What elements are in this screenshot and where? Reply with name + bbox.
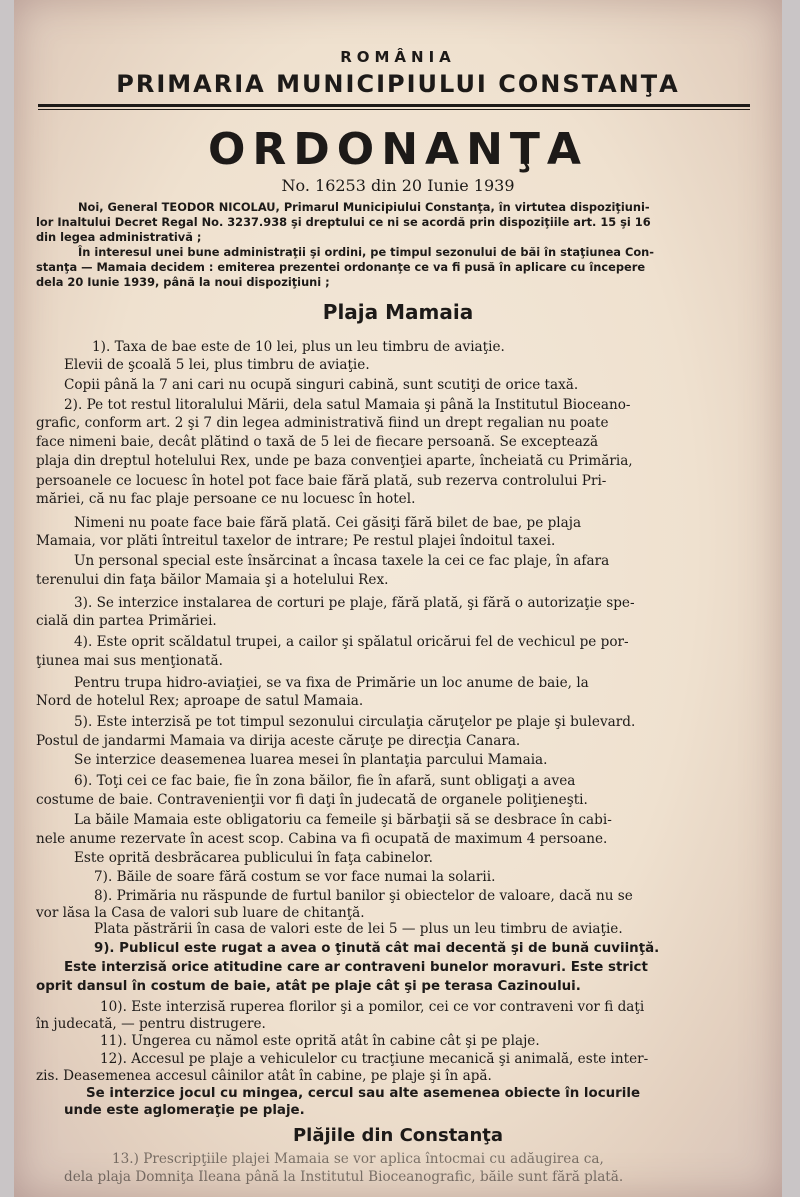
ordinance-line: măriei, că nu fac plaje persoane ce nu locuesc în hotel. bbox=[36, 491, 416, 507]
ordinance-bold-line: oprit dansul în costum de baie, atât pe plaje cât şi pe terasa Cazinoului. bbox=[36, 979, 581, 994]
ordinance-line: Se interzice deasemenea luarea mesei în plantaţia parcului Mamaia. bbox=[74, 752, 548, 768]
ordinance-line: 4). Este oprit scăldatul trupei, a cailor şi spălatul oricărui fel de vechicul pe por- bbox=[74, 634, 629, 650]
issuing-authority: PRIMARIA MUNICIPIULUI CONSTANŢA bbox=[116, 70, 680, 98]
ordinance-line: ţiunea mai sus menţionată. bbox=[36, 653, 223, 669]
ordinance-line: 12). Accesul pe plaje a vehiculelor cu tracţiune mecanică şi animală, este inter- bbox=[100, 1051, 649, 1067]
ordinance-bold-line: 9). Publicul este rugat a avea o ţinută cât mai decentă şi de bună cuviinţă. bbox=[94, 941, 660, 956]
ordinance-line: 1). Taxa de bae este de 10 lei, plus un leu timbru de aviaţie. bbox=[92, 339, 505, 355]
document-number: No. 16253 din 20 Iunie 1939 bbox=[281, 176, 515, 195]
country-name: ROMÂNIA bbox=[340, 48, 456, 66]
preamble-line: dela 20 Iunie 1939, până la noui dispoziţiuni ; bbox=[36, 275, 330, 289]
ordinance-line: 8). Primăria nu răspunde de furtul banilor şi obiectelor de valoare, dacă nu se bbox=[94, 888, 633, 904]
ordinance-line: plaja din dreptul hotelului Rex, unde pe baza convenţiei aparte, încheiată cu Primăria, bbox=[36, 453, 633, 469]
ordinance-line: terenului din faţa băilor Mamaia şi a hotelului Rex. bbox=[36, 572, 389, 588]
ordinance-line: Este oprită desbrăcarea publicului în faţa cabinelor. bbox=[74, 850, 433, 866]
ordinance-line: dela plaja Domniţa Ileana până la Institutul Bioceanografic, băile sunt fără plată. bbox=[64, 1169, 624, 1185]
section-heading-constanta: Plăjile din Constanţa bbox=[292, 1125, 504, 1146]
ordinance-line: grafic, conform art. 2 şi 7 din legea administrativă fiind un drept regalian nu poate bbox=[36, 415, 609, 431]
preamble-line: Noi, General TEODOR NICOLAU, Primarul Municipiului Constanţa, în virtutea dispoziţiuni- bbox=[78, 200, 650, 214]
ordinance-line: 5). Este interzisă pe tot timpul sezonului circulaţia căruţelor pe plaje şi bulevard. bbox=[74, 714, 636, 730]
preamble-line: din legea administrativă ; bbox=[36, 230, 202, 244]
ordinance-line: 3). Se interzice instalarea de corturi pe plaje, fără plată, şi fără o autorizaţie spe- bbox=[74, 595, 635, 611]
ordinance-line: în judecată, — pentru distrugere. bbox=[36, 1016, 266, 1032]
preamble-line: stanţa — Mamaia decidem : emiterea prezentei ordonanţe ce va fi pusă în aplicare cu începere bbox=[36, 260, 646, 274]
ordinance-line: Postul de jandarmi Mamaia va dirija aceste căruţe pe direcţia Canara. bbox=[36, 733, 521, 749]
ordinance-bold-line: Este interzisă orice atitudine care ar contraveni bunelor moravuri. Este strict bbox=[64, 960, 648, 975]
preamble-line: În interesul unei bune administraţii şi ordini, pe timpul sezonului de băi în staţiunea Con- bbox=[78, 245, 654, 259]
ordinance-line: nele anume rezervate în acest scop. Cabina va fi ocupată de maximum 4 persoane. bbox=[36, 831, 608, 847]
ordinance-line: 7). Băile de soare fără costum se vor face numai la solarii. bbox=[94, 869, 496, 885]
ordinance-bold-line: unde este aglomeraţie pe plaje. bbox=[64, 1103, 305, 1118]
document-title: ORDONANŢA bbox=[208, 124, 588, 175]
ordinance-line: Copii până la 7 ani cari nu ocupă singuri cabină, sunt scutiţi de orice taxă. bbox=[64, 377, 579, 393]
ordinance-line: persoanele ce locuesc în hotel pot face baie fără plată, sub rezerva controlului Pri- bbox=[36, 473, 607, 489]
ordinance-line: La băile Mamaia este obligatoriu ca femeile şi bărbaţii să se desbrace în cabi- bbox=[74, 812, 612, 828]
ordinance-line: Nord de hotelul Rex; aproape de satul Mamaia. bbox=[36, 693, 364, 709]
ordinance-line: costume de baie. Contravenienţii vor fi daţi în judecată de organele poliţieneşti. bbox=[36, 792, 588, 808]
ordinance-line: 10). Este interzisă ruperea florilor şi a pomilor, cei ce vor contraveni vor fi daţi bbox=[100, 999, 645, 1015]
ordinance-line: Nimeni nu poate face baie fără plată. Cei găsiţi fără bilet de bae, pe plaja bbox=[74, 515, 582, 531]
header-rule-thin bbox=[38, 109, 750, 110]
ordinance-poster bbox=[14, 0, 782, 1197]
ordinance-line: vor lăsa la Casa de valori sub luare de chitanţă. bbox=[36, 905, 365, 921]
ordinance-line: Elevii de şcoală 5 lei, plus timbru de aviaţie. bbox=[64, 357, 370, 373]
header-rule bbox=[38, 104, 750, 107]
preamble-line: lor Inaltului Decret Regal No. 3237.938 şi dreptului ce ni se acordă prin dispoziţiile art. 15 şi 16 bbox=[36, 215, 651, 229]
ordinance-line: Plata păstrării în casa de valori este de lei 5 — plus un leu timbru de aviaţie. bbox=[94, 921, 623, 937]
ordinance-line: 2). Pe tot restul litoralului Mării, dela satul Mamaia şi până la Institutul Bioceano- bbox=[64, 397, 631, 413]
ordinance-line: Un personal special este însărcinat a încasa taxele la cei ce fac plaje, în afara bbox=[74, 553, 610, 569]
ordinance-line: zis. Deasemenea accesul câinilor atât în cabine, pe plaje şi în apă. bbox=[36, 1068, 492, 1084]
ordinance-line: cială din partea Primăriei. bbox=[36, 613, 217, 629]
ordinance-line: Mamaia, vor plăti întreitul taxelor de intrare; Pe restul plajei îndoitul taxei. bbox=[36, 533, 556, 549]
ordinance-line: face nimeni baie, decât plătind o taxă de 5 lei de fiecare persoană. Se exceptează bbox=[36, 434, 599, 450]
section-heading-mamaia: Plaja Mamaia bbox=[322, 300, 474, 324]
ordinance-line: Pentru trupa hidro-aviaţiei, se va fixa de Primărie un loc anume de baie, la bbox=[74, 675, 589, 691]
ordinance-line: 13.) Prescripţiile plajei Mamaia se vor aplica întocmai cu adăugirea ca, bbox=[112, 1151, 604, 1167]
ordinance-bold-line: Se interzice jocul cu mingea, cercul sau alte asemenea obiecte în locurile bbox=[86, 1086, 641, 1101]
ordinance-line: 6). Toţi cei ce fac baie, fie în zona băilor, fie în afară, sunt obligaţi a avea bbox=[74, 773, 576, 789]
ordinance-line: 11). Ungerea cu nămol este oprită atât în cabine cât şi pe plaje. bbox=[100, 1033, 540, 1049]
